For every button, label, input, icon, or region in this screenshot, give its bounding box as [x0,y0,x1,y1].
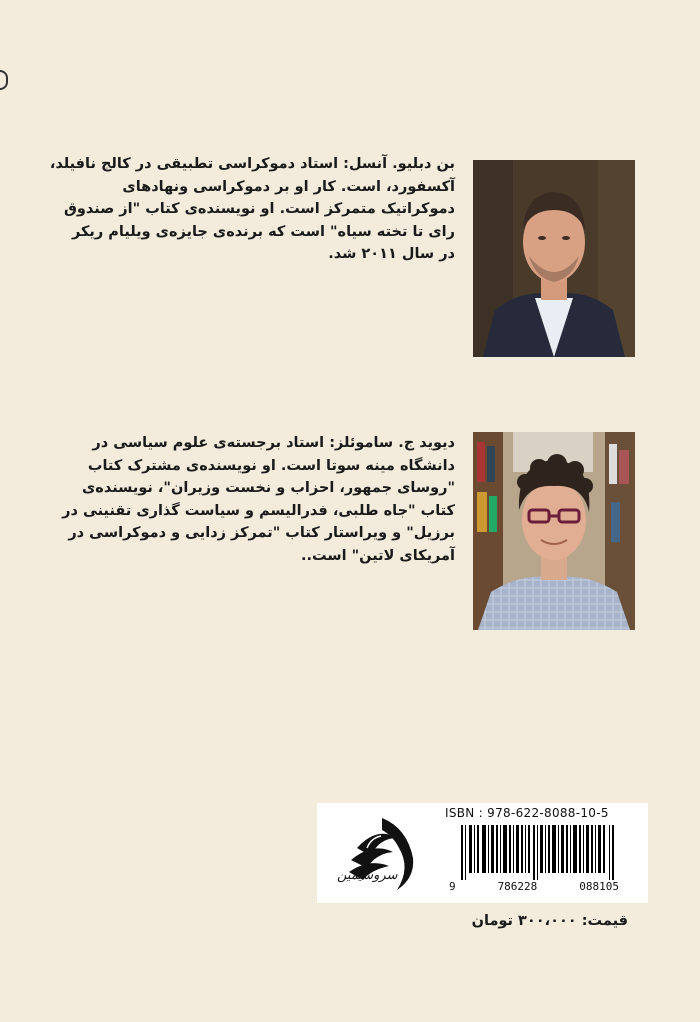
bio-line: دانشگاه مینه سوتا است. او نویسنده‌ی مشترک کتاب [87,457,455,474]
page-edge-mark [0,70,8,90]
bio-line: در سال ۲۰۱۱ شد. [328,246,455,262]
bio-line: رای تا تخته سیاه" است که برنده‌ی جایزه‌ی ویلیام ریکر [71,223,455,240]
publisher-logo [327,808,437,900]
author-bio-ansell [50,153,455,266]
bio-line: آمریکای لاتین" است.. [300,547,455,564]
author-photo-samuels [473,432,635,630]
isbn-text: ISBN : 978-622-8088-10-5 [445,806,609,820]
price-label: قیمت: ۳۰۰،۰۰۰ تومان [471,913,628,929]
bio-line: برزیل" و ویراستار کتاب "تمرکز زدایی و دموکراسی در [68,525,455,541]
barcode-icon [461,825,615,880]
bio-line: دموکراتیک متمرکز است. او نویسنده‌ی کتاب "از صندوق [63,201,455,217]
barcode-digit-group: 9 [449,880,456,893]
bio-line: "روسای جمهور، احزاب و نخست وزیران"، نویسنده‌ی [82,480,455,496]
bio-line: دیوید ج. ساموئلز: استاد برجسته‌ی علوم سیاسی در [92,435,455,451]
publisher-logo-text: سروسیمین [337,868,398,883]
barcode-digits [449,880,619,893]
bio-line: آکسفورد، است. کار او بر دموکراسی ونهادهای [122,178,455,195]
author-bio-samuels [62,432,455,567]
barcode-digit-group: 786228 [497,880,538,893]
bio-line: کتاب "جاه طلبی، فدرالیسم و سیاست گذاری تقنینی در [62,502,455,519]
barcode-digit-group: 088105 [579,880,619,893]
author-photo-ansell [473,160,635,357]
bio-line: بن دبلیو. آنسل: استاد دموکراسی تطبیقی در کالج نافیلد، [49,156,455,172]
